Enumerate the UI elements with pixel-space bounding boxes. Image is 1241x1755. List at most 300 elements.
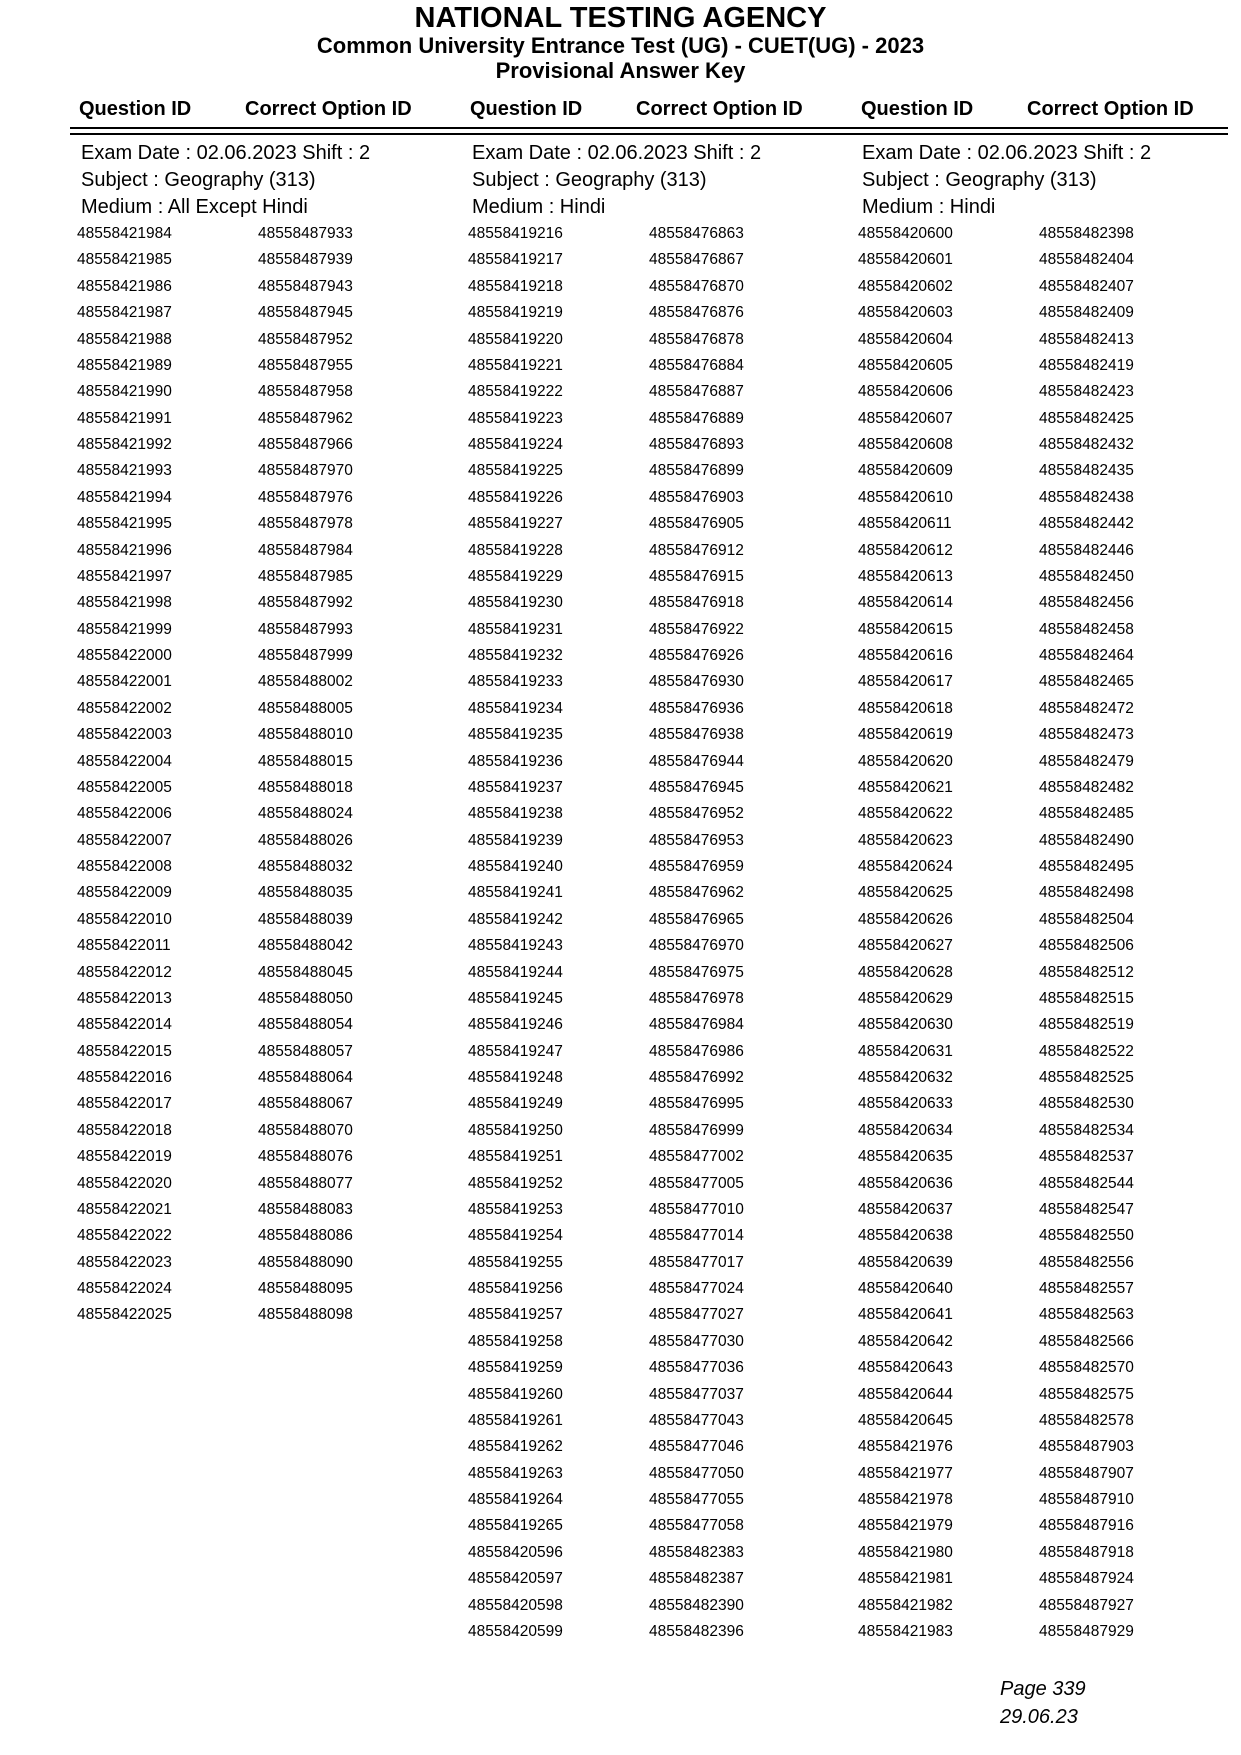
question-id-cell: 48558419218 [468, 277, 563, 295]
exam-date-shift: Exam Date : 02.06.2023 Shift : 2 [862, 142, 1152, 164]
table-row [858, 986, 1241, 1012]
table-row [468, 1039, 868, 1065]
question-id-cell: 48558420604 [858, 330, 953, 348]
question-id-cell: 48558422004 [77, 752, 172, 770]
question-id-cell: 48558420628 [858, 963, 953, 981]
question-id-cell: 48558419260 [468, 1385, 563, 1403]
question-id-cell: 48558420638 [858, 1227, 953, 1245]
table-row [77, 247, 477, 273]
medium: Medium : Hindi [472, 196, 606, 218]
table-row [468, 1012, 868, 1038]
question-id-cell: 48558419265 [468, 1517, 563, 1535]
question-id-cell: 48558419224 [468, 436, 563, 453]
correct-option-id-cell: 48558477055 [649, 1491, 744, 1508]
table-row [468, 564, 868, 590]
section-hindi-2 [858, 140, 1241, 1645]
correct-option-id-cell: 48558482556 [1039, 1253, 1134, 1271]
question-id-cell: 48558419250 [468, 1121, 563, 1139]
question-id-cell: 48558420635 [858, 1148, 953, 1166]
table-row [858, 1197, 1241, 1223]
table-row [77, 274, 477, 300]
table-row [77, 1171, 477, 1197]
table-row [858, 907, 1241, 933]
correct-option-id-cell: 48558482409 [1039, 304, 1134, 322]
correct-option-id-cell: 48558487918 [1039, 1543, 1134, 1561]
table-row [77, 485, 477, 511]
subject: Subject : Geography (313) [472, 169, 707, 191]
correct-option-id-cell: 48558482413 [1039, 330, 1134, 348]
correct-option-id-cell: 48558482404 [1039, 251, 1134, 269]
question-id-cell: 48558420614 [858, 594, 953, 612]
table-row [858, 221, 1241, 247]
table-row [858, 669, 1241, 695]
correct-option-id-cell: 48558488010 [258, 726, 353, 744]
table-row [858, 617, 1241, 643]
exam-title: Common University Entrance Test (UG) - CUET(UG) - 2023 [316, 33, 925, 58]
table-row [77, 801, 477, 827]
question-id-cell: 48558419249 [468, 1095, 563, 1113]
table-row [858, 933, 1241, 959]
correct-option-id-cell: 48558477036 [649, 1359, 744, 1377]
question-id-cell: 48558420634 [858, 1121, 953, 1139]
table-row [858, 1012, 1241, 1038]
col-header-correct-option-id: Correct Option ID [245, 98, 412, 120]
question-id-cell: 48558422006 [77, 805, 172, 823]
section-hindi-1 [468, 140, 868, 1645]
question-id-cell: 48558420611 [858, 515, 952, 533]
question-id-cell: 48558419228 [468, 541, 563, 559]
correct-option-id-cell: 48558482390 [649, 1596, 744, 1614]
question-id-cell: 48558419241 [468, 884, 563, 902]
question-id-cell: 48558420603 [858, 304, 953, 322]
table-row [77, 379, 477, 405]
correct-option-id-cell: 48558476903 [649, 488, 744, 506]
correct-option-id-cell: 48558487927 [1039, 1596, 1134, 1614]
subject: Subject : Geography (313) [862, 169, 1097, 191]
question-id-cell: 48558420620 [858, 752, 953, 770]
question-id-cell: 48558420618 [858, 699, 953, 717]
question-id-cell: 48558419243 [468, 937, 563, 955]
correct-option-id-cell: 48558488015 [258, 752, 353, 770]
table-row [77, 933, 477, 959]
question-id-cell: 48558420621 [858, 778, 953, 796]
correct-option-id-cell: 48558477024 [649, 1280, 744, 1297]
table-row [77, 617, 477, 643]
question-id-cell: 48558420626 [858, 910, 953, 928]
table-row [77, 300, 477, 326]
table-row [858, 538, 1241, 564]
table-row [468, 828, 868, 854]
table-row [468, 880, 868, 906]
correct-option-id-cell: 48558487907 [1039, 1464, 1134, 1482]
correct-option-id-cell: 48558476922 [649, 620, 744, 638]
table-row [858, 1408, 1241, 1434]
question-id-cell: 48558422012 [77, 963, 172, 981]
table-row [468, 749, 868, 775]
correct-option-id-cell: 48558482550 [1039, 1227, 1134, 1245]
table-row [468, 1302, 868, 1328]
correct-option-id-cell: 48558487993 [258, 620, 353, 638]
correct-option-id-cell: 48558476893 [649, 436, 744, 453]
correct-option-id-cell: 48558488057 [258, 1042, 353, 1060]
question-id-cell: 48558422007 [77, 831, 172, 849]
table-row [77, 1197, 477, 1223]
question-id-cell: 48558422009 [77, 884, 172, 902]
correct-option-id-cell: 48558477002 [649, 1148, 744, 1166]
table-row [468, 432, 868, 458]
correct-option-id-cell: 48558482479 [1039, 752, 1134, 770]
question-id-cell: 48558421979 [858, 1517, 953, 1535]
question-id-cell: 48558421999 [77, 620, 172, 638]
correct-option-id-cell: 48558476965 [649, 910, 744, 928]
table-row [468, 1091, 868, 1117]
question-id-cell: 48558420610 [858, 488, 953, 506]
answer-rows [858, 221, 1241, 1645]
table-row [77, 854, 477, 880]
correct-option-id-cell: 48558476995 [649, 1095, 744, 1113]
correct-option-id-cell: 48558488067 [258, 1095, 353, 1113]
table-row [468, 1487, 868, 1513]
question-id-cell: 48558420596 [468, 1543, 563, 1561]
question-id-cell: 48558419254 [468, 1227, 563, 1245]
correct-option-id-cell: 48558482383 [649, 1543, 744, 1561]
correct-option-id-cell: 48558482435 [1039, 462, 1134, 480]
correct-option-id-cell: 48558477010 [649, 1200, 744, 1218]
question-id-cell: 48558420636 [858, 1174, 953, 1192]
table-row [77, 1012, 477, 1038]
correct-option-id-cell: 48558477058 [649, 1517, 744, 1535]
correct-option-id-cell: 48558482450 [1039, 567, 1134, 585]
table-row [468, 590, 868, 616]
table-row [858, 801, 1241, 827]
table-row [858, 327, 1241, 353]
correct-option-id-cell: 48558482498 [1039, 884, 1134, 902]
correct-option-id-cell: 48558476915 [649, 567, 744, 585]
table-row [77, 511, 477, 537]
print-date: 29.06.23 [1000, 1706, 1078, 1728]
correct-option-id-cell: 48558482458 [1039, 620, 1134, 638]
table-row [858, 353, 1241, 379]
question-id-cell: 48558420641 [858, 1306, 953, 1324]
table-row [468, 1513, 868, 1539]
correct-option-id-cell: 48558476986 [649, 1042, 744, 1060]
correct-option-id-cell: 48558482465 [1039, 673, 1134, 691]
table-row [468, 643, 868, 669]
correct-option-id-cell: 48558476926 [649, 647, 744, 664]
question-id-cell: 48558420633 [858, 1095, 953, 1113]
table-row [858, 1355, 1241, 1381]
section-all-except-hindi [77, 140, 477, 1329]
answer-rows [77, 221, 477, 1329]
col-header-question-id: Question ID [470, 98, 583, 120]
correct-option-id-cell: 48558476889 [649, 409, 744, 427]
org-title: NATIONAL TESTING AGENCY [414, 2, 827, 34]
table-row [468, 353, 868, 379]
correct-option-id-cell: 48558482446 [1039, 541, 1134, 559]
table-row [77, 749, 477, 775]
table-row [858, 775, 1241, 801]
correct-option-id-cell: 48558482464 [1039, 647, 1134, 664]
correct-option-id-cell: 48558487958 [258, 383, 353, 401]
correct-option-id-cell: 48558488045 [258, 963, 353, 981]
question-id-cell: 48558421983 [858, 1622, 953, 1640]
subject: Subject : Geography (313) [81, 169, 316, 191]
question-id-cell: 48558419223 [468, 409, 563, 427]
table-row [468, 274, 868, 300]
question-id-cell: 48558422000 [77, 647, 172, 664]
question-id-cell: 48558420639 [858, 1253, 953, 1271]
question-id-cell: 48558419226 [468, 488, 563, 506]
question-id-cell: 48558421978 [858, 1491, 953, 1508]
question-id-cell: 48558422011 [77, 937, 171, 955]
table-row [858, 432, 1241, 458]
table-row [858, 511, 1241, 537]
correct-option-id-cell: 48558488098 [258, 1306, 353, 1324]
correct-option-id-cell: 48558487984 [258, 541, 353, 559]
question-id-cell: 48558419257 [468, 1306, 563, 1324]
question-id-cell: 48558420631 [858, 1042, 953, 1060]
question-id-cell: 48558421976 [858, 1438, 953, 1456]
correct-option-id-cell: 48558482472 [1039, 699, 1134, 717]
question-id-cell: 48558419244 [468, 963, 563, 981]
table-row [468, 1223, 868, 1249]
question-id-cell: 48558419248 [468, 1069, 563, 1086]
correct-option-id-cell: 48558482419 [1039, 356, 1134, 374]
correct-option-id-cell: 48558482563 [1039, 1306, 1134, 1324]
table-row [468, 1250, 868, 1276]
table-row [468, 1065, 868, 1091]
correct-option-id-cell: 48558488024 [258, 805, 353, 823]
question-id-cell: 48558422015 [77, 1042, 172, 1060]
question-id-cell: 48558419263 [468, 1464, 563, 1482]
question-id-cell: 48558421995 [77, 515, 172, 533]
question-id-cell: 48558422010 [77, 910, 172, 928]
question-id-cell: 48558422016 [77, 1069, 172, 1086]
question-id-cell: 48558422023 [77, 1253, 172, 1271]
correct-option-id-cell: 48558487955 [258, 356, 353, 374]
table-row [858, 1487, 1241, 1513]
table-row [468, 617, 868, 643]
table-row [468, 327, 868, 353]
col-header-question-id: Question ID [861, 98, 974, 120]
table-row [858, 880, 1241, 906]
question-id-cell: 48558420597 [468, 1570, 563, 1588]
correct-option-id-cell: 48558487978 [258, 515, 353, 533]
question-id-cell: 48558419242 [468, 910, 563, 928]
table-row [468, 1329, 868, 1355]
correct-option-id-cell: 48558487985 [258, 567, 353, 585]
correct-option-id-cell: 48558476878 [649, 330, 744, 348]
table-row [77, 775, 477, 801]
table-row [858, 1039, 1241, 1065]
question-id-cell: 48558419236 [468, 752, 563, 770]
question-id-cell: 48558419238 [468, 805, 563, 823]
table-row [858, 1382, 1241, 1408]
correct-option-id-cell: 48558487962 [258, 409, 353, 427]
correct-option-id-cell: 48558482557 [1039, 1280, 1134, 1297]
question-id-cell: 48558422002 [77, 699, 172, 717]
question-id-cell: 48558420630 [858, 1016, 953, 1034]
table-row [858, 1540, 1241, 1566]
table-row [858, 1250, 1241, 1276]
table-row [77, 1276, 477, 1302]
table-row [468, 1461, 868, 1487]
correct-option-id-cell: 48558482537 [1039, 1148, 1134, 1166]
table-row [468, 1408, 868, 1434]
question-id-cell: 48558419239 [468, 831, 563, 849]
question-id-cell: 48558422021 [77, 1200, 172, 1218]
correct-option-id-cell: 48558476978 [649, 989, 744, 1007]
correct-option-id-cell: 48558487929 [1039, 1622, 1134, 1640]
table-row [858, 458, 1241, 484]
correct-option-id-cell: 48558482519 [1039, 1016, 1134, 1034]
correct-option-id-cell: 48558487933 [258, 225, 353, 242]
page-number: Page 339 [1000, 1678, 1086, 1700]
correct-option-id-cell: 48558488039 [258, 910, 353, 928]
question-id-cell: 48558420625 [858, 884, 953, 902]
table-row [468, 1197, 868, 1223]
table-row [858, 1434, 1241, 1460]
question-id-cell: 48558420609 [858, 462, 953, 480]
question-id-cell: 48558420600 [858, 225, 953, 242]
correct-option-id-cell: 48558477014 [649, 1227, 744, 1245]
correct-option-id-cell: 48558476952 [649, 805, 744, 823]
question-id-cell: 48558421996 [77, 541, 172, 559]
correct-option-id-cell: 48558482525 [1039, 1069, 1134, 1086]
correct-option-id-cell: 48558482575 [1039, 1385, 1134, 1403]
correct-option-id-cell: 48558482578 [1039, 1411, 1134, 1429]
table-row [468, 1593, 868, 1619]
correct-option-id-cell: 48558482566 [1039, 1332, 1134, 1350]
header-divider [70, 133, 1228, 135]
correct-option-id-cell: 48558488090 [258, 1253, 353, 1271]
correct-option-id-cell: 48558482504 [1039, 910, 1134, 928]
table-row [468, 1144, 868, 1170]
table-row [77, 353, 477, 379]
correct-option-id-cell: 48558487943 [258, 277, 353, 295]
correct-option-id-cell: 48558476863 [649, 225, 744, 242]
question-id-cell: 48558421988 [77, 330, 172, 348]
table-row [858, 379, 1241, 405]
table-row [858, 1276, 1241, 1302]
table-row [858, 722, 1241, 748]
correct-option-id-cell: 48558476912 [649, 541, 744, 559]
question-id-cell: 48558419262 [468, 1438, 563, 1456]
table-row [858, 1302, 1241, 1328]
correct-option-id-cell: 48558482506 [1039, 937, 1134, 955]
question-id-cell: 48558419231 [468, 620, 563, 638]
question-id-cell: 48558420619 [858, 726, 953, 744]
question-id-cell: 48558419252 [468, 1174, 563, 1192]
question-id-cell: 48558419259 [468, 1359, 563, 1377]
question-id-cell: 48558421987 [77, 304, 172, 322]
question-id-cell: 48558419240 [468, 858, 563, 875]
question-id-cell: 48558421984 [77, 225, 172, 242]
table-row [468, 1540, 868, 1566]
correct-option-id-cell: 48558488054 [258, 1016, 353, 1034]
correct-option-id-cell: 48558482396 [649, 1622, 744, 1640]
table-row [77, 564, 477, 590]
question-id-cell: 48558420608 [858, 436, 953, 453]
correct-option-id-cell: 48558482512 [1039, 963, 1134, 981]
correct-option-id-cell: 48558488050 [258, 989, 353, 1007]
table-row [77, 1065, 477, 1091]
correct-option-id-cell: 48558477046 [649, 1438, 744, 1456]
correct-option-id-cell: 48558482515 [1039, 989, 1134, 1007]
correct-option-id-cell: 48558477037 [649, 1385, 744, 1403]
table-row [858, 590, 1241, 616]
question-id-cell: 48558420599 [468, 1622, 563, 1640]
table-row [468, 722, 868, 748]
question-id-cell: 48558420607 [858, 409, 953, 427]
table-row [77, 722, 477, 748]
question-id-cell: 48558419247 [468, 1042, 563, 1060]
question-id-cell: 48558421994 [77, 488, 172, 506]
correct-option-id-cell: 48558488042 [258, 937, 353, 955]
question-id-cell: 48558421981 [858, 1570, 953, 1588]
correct-option-id-cell: 48558488064 [258, 1069, 353, 1086]
table-row [77, 1091, 477, 1117]
correct-option-id-cell: 48558482442 [1039, 515, 1134, 533]
medium: Medium : All Except Hindi [81, 196, 308, 218]
table-row [468, 775, 868, 801]
table-row [77, 458, 477, 484]
table-row [468, 1118, 868, 1144]
question-id-cell: 48558420598 [468, 1596, 563, 1614]
table-row [468, 696, 868, 722]
question-id-cell: 48558420602 [858, 277, 953, 295]
question-id-cell: 48558419253 [468, 1200, 563, 1218]
table-row [858, 1118, 1241, 1144]
table-row [77, 327, 477, 353]
question-id-cell: 48558420627 [858, 937, 953, 955]
correct-option-id-cell: 48558477043 [649, 1411, 744, 1429]
correct-option-id-cell: 48558477005 [649, 1174, 744, 1192]
correct-option-id-cell: 48558482438 [1039, 488, 1134, 506]
table-row [468, 1619, 868, 1645]
question-id-cell: 48558420605 [858, 356, 953, 374]
table-row [77, 590, 477, 616]
table-row [468, 406, 868, 432]
col-header-correct-option-id: Correct Option ID [636, 98, 803, 120]
correct-option-id-cell: 48558476953 [649, 831, 744, 849]
correct-option-id-cell: 48558487903 [1039, 1438, 1134, 1456]
table-row [858, 696, 1241, 722]
question-id-cell: 48558421992 [77, 436, 172, 453]
correct-option-id-cell: 48558488083 [258, 1200, 353, 1218]
question-id-cell: 48558421986 [77, 277, 172, 295]
table-row [858, 1065, 1241, 1091]
table-row [77, 1118, 477, 1144]
question-id-cell: 48558422024 [77, 1280, 172, 1297]
correct-option-id-cell: 48558476918 [649, 594, 744, 612]
question-id-cell: 48558419246 [468, 1016, 563, 1034]
correct-option-id-cell: 48558482473 [1039, 726, 1134, 744]
correct-option-id-cell: 48558487952 [258, 330, 353, 348]
question-id-cell: 48558420617 [858, 673, 953, 691]
question-id-cell: 48558422020 [77, 1174, 172, 1192]
correct-option-id-cell: 48558482387 [649, 1570, 744, 1588]
question-id-cell: 48558419258 [468, 1332, 563, 1350]
question-id-cell: 48558422025 [77, 1306, 172, 1324]
correct-option-id-cell: 48558476876 [649, 304, 744, 322]
correct-option-id-cell: 48558476962 [649, 884, 744, 902]
document-title: Provisional Answer Key [495, 58, 746, 83]
correct-option-id-cell: 48558476984 [649, 1016, 744, 1034]
table-row [468, 485, 868, 511]
correct-option-id-cell: 48558488018 [258, 778, 353, 796]
question-id-cell: 48558419225 [468, 462, 563, 480]
